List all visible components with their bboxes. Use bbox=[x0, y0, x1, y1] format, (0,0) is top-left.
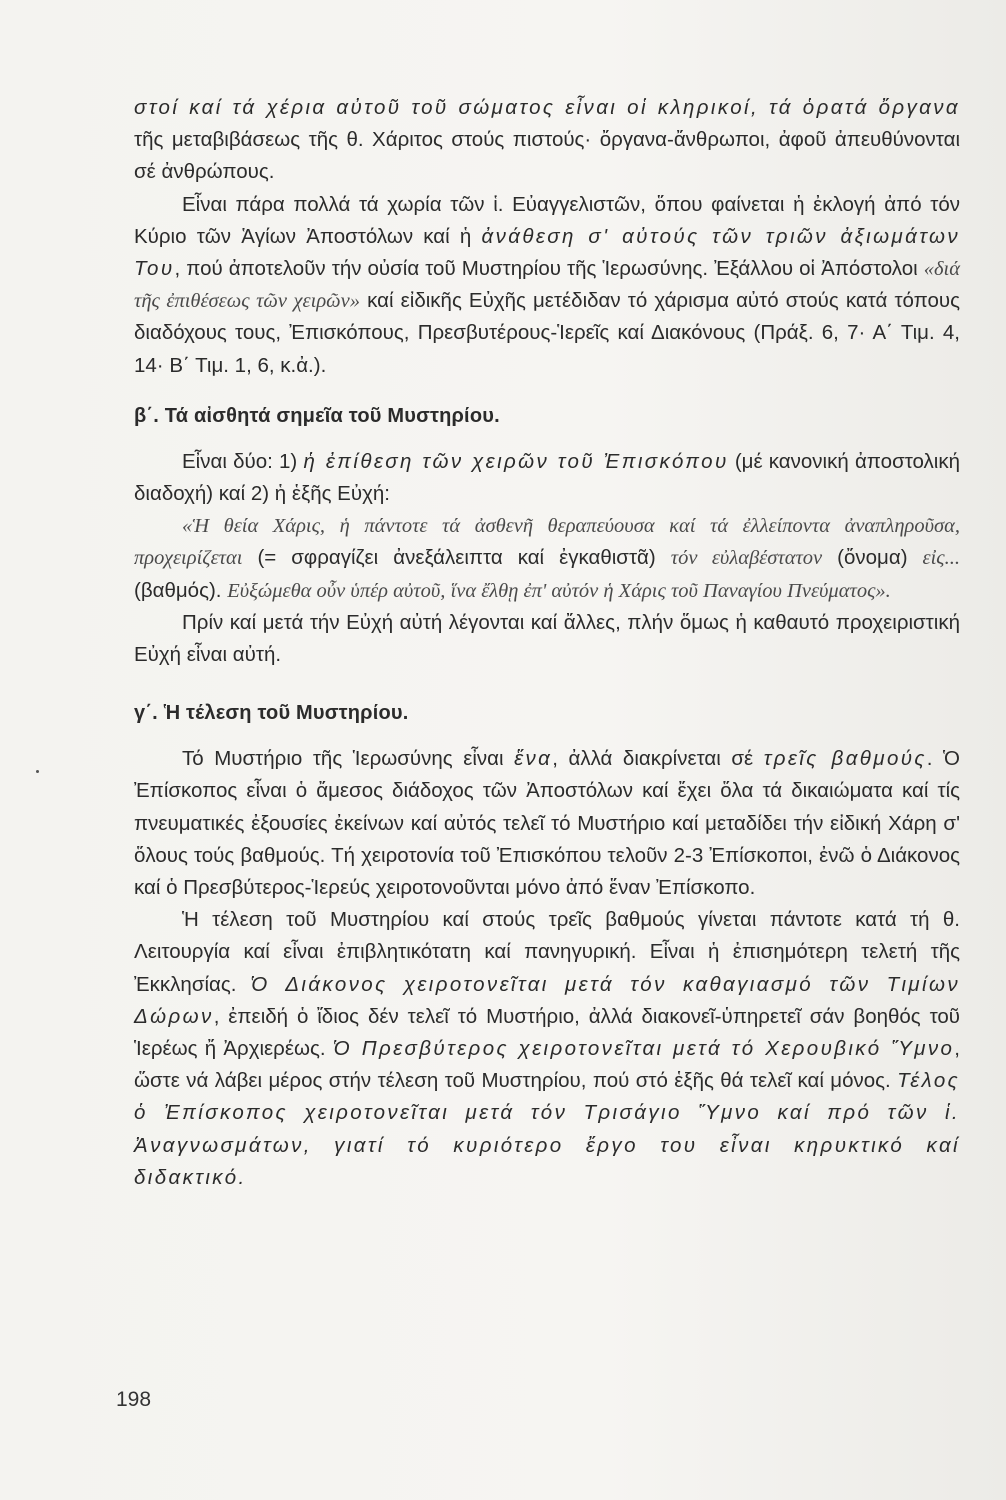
emphasis-text: στοί καί τά χέρια αὐτοῦ τοῦ σώματος εἶναι οἱ κληρικοί, τά ὁρατά ὄργανα bbox=[134, 96, 960, 119]
paragraph-3 bbox=[134, 446, 960, 510]
paragraph-text: Εἶναι δύο: 1) bbox=[182, 449, 304, 473]
paragraph-2 bbox=[134, 189, 960, 382]
paragraph-text: , ἀλλά διακρίνεται σέ bbox=[552, 747, 764, 771]
paragraph-text: Τό Μυστήριο τῆς Ἱερωσύνης εἶναι bbox=[182, 747, 515, 771]
emphasis-text: ἕνα bbox=[514, 747, 553, 771]
paragraph-text: , ὥστε νά λάβει μέρος στήν τέλεση τοῦ Μυστηρίου, πού στό ἑξῆς θά τελεῖ καί μόνος. bbox=[134, 1037, 960, 1093]
section-heading-b: β΄. Τά αἰσθητά σημεῖα τοῦ Μυστηρίου. bbox=[134, 404, 500, 427]
paragraph-text: (= σφραγίζει ἀνεξάλειπτα καί ἐγκαθιστᾶ) bbox=[242, 546, 671, 570]
emphasis-text: ἀνάθεση σ' αὐτούς τῶν τριῶν ἀξιωμάτων Του bbox=[134, 224, 960, 281]
emphasis-text: Ὁ Διάκονος χειροτονεῖται μετά τόν καθαγιασμό τῶν Τιμίων Δώρων bbox=[134, 972, 961, 1028]
page-number: 198 bbox=[116, 1388, 152, 1411]
emphasis-text: ἡ ἐπίθεση τῶν χειρῶν τοῦ Ἐπισκόπου bbox=[303, 449, 729, 473]
quotation-text: Εὐξώμεθα οὖν ὑπέρ αὐτοῦ, ἵνα ἔλθῃ ἐπ' αὐτόν ἡ Χάρις τοῦ Παναγίου Πνεύματος». bbox=[227, 579, 891, 602]
margin-mark bbox=[36, 770, 39, 773]
paragraph-7 bbox=[134, 904, 960, 1194]
paragraph-text: (μέ κανονική ἀποστολική διαδοχή) καί 2) ἡ ἑξῆς Εὐχή: bbox=[134, 449, 960, 506]
paragraph-6 bbox=[134, 743, 960, 904]
paragraph-5: Πρίν καί μετά τήν Εὐχή αὐτή λέγονται καί ἄλλες, πλήν ὅμως ἡ καθαυτό προχειριστική Εὐχή εἶναι αὐτή. bbox=[134, 610, 960, 667]
quotation-text: τόν εὐλαβέστατον bbox=[670, 547, 823, 570]
paragraph-1 bbox=[134, 92, 960, 189]
section-heading-c: γ΄. Ἡ τέλεση τοῦ Μυστηρίου. bbox=[134, 702, 409, 725]
paragraph-text: , ἐπειδή ὁ ἴδιος δέν τελεῖ τό Μυστήριο, ἀλλά διακονεῖ-ὑπηρετεῖ σάν βοηθός τοῦ Ἱερέως ἤ Ἀρχιερέως. bbox=[134, 1004, 960, 1061]
paragraph-text: , πού ἀποτελοῦν τήν οὐσία τοῦ Μυστηρίου τῆς Ἱερωσύνης. Ἐξάλλου οἱ Ἀπόστολοι bbox=[174, 257, 924, 281]
emphasis-text: Τέλος ὁ Ἐπίσκοπος χειροτονεῖται μετά τόν Τρισάγιο Ὕμνο καί πρό τῶν ἱ. Ἀναγνωσμάτων, γιατί τό κυριότερο ἔργο του εἶναι κηρυκτικό καί διδακτικό. bbox=[134, 1069, 960, 1189]
paragraph-text: (βαθμός). bbox=[134, 578, 228, 602]
quotation-text: εἰς... bbox=[922, 547, 960, 570]
quotation-text: «διά τῆς ἐπιθέσεως τῶν χειρῶν» bbox=[134, 258, 960, 313]
paragraph-text: καί εἰδικῆς Εὐχῆς μετέδιδαν τό χάρισμα αὐτό στούς κατά τόπους διαδόχους τους, Ἐπισκόπους, Πρεσβυτέρους-Ἱερεῖς καί Διακόνους (Πράξ. 6, 7· Α΄ Τιμ. 4, 14· Β΄ Τιμ. 1, 6, κ.ἀ.). bbox=[134, 289, 960, 377]
text-column bbox=[134, 92, 960, 1194]
emphasis-text: τρεῖς βαθμούς bbox=[763, 747, 927, 771]
paragraph-text: τῆς μεταβιβάσεως τῆς θ. Χάριτος στούς πιστούς· ὄργανα-ἄνθρωποι, ἀφοῦ ἀπευθύνονται σέ ἀνθρώπους. bbox=[134, 128, 960, 184]
emphasis-text: Ὁ Πρεσβύτερος χειροτονεῖται μετά τό Χερουβικό Ὕμνο bbox=[332, 1037, 955, 1061]
paragraph-text: Εἶναι πάρα πολλά τά χωρία τῶν ἱ. Εὐαγγελιστῶν, ὅπου φαίνεται ἡ ἐκλογή ἀπό τόν Κύριο τῶν Ἁγίων Ἀποστόλων καί ἡ bbox=[134, 192, 960, 248]
paragraph-text: (ὄνομα) bbox=[822, 546, 923, 570]
paragraph-text: . Ὁ Ἐπίσκοπος εἶναι ὁ ἄμεσος διάδοχος τῶν Ἀποστόλων καί ἔχει ὅλα τά δικαιώματα καί τίς πνευματικές ἐξουσίες ἐκείνων καί αὐτός τελεῖ τό Μυστήριο καί μεταδίδει τήν εἰδική Χάρη σ' ὅλους τούς βαθμούς. Τή χειροτονία τοῦ Ἐπισκόπου τελοῦν 2-3 Ἐπίσκοποι, ἐνῶ ὁ Διάκονος καί ὁ Πρεσβύτερος-Ἱερεύς χειροτονοῦνται μόνο ἀπό ἕναν Ἐπίσκοπο. bbox=[134, 747, 960, 900]
paragraph-text: Ἡ τέλεση τοῦ Μυστηρίου καί στούς τρεῖς βαθμούς γίνεται πάντοτε κατά τή θ. Λειτουργία καί εἶναι ἐπιβλητικότατη καί πανηγυρική. Εἶναι ἡ ἐπισημότερη τελετή τῆς Ἐκκλησίας. bbox=[134, 908, 960, 996]
quotation-text: «Ἡ θεία Χάρις, ἡ πάντοτε τά ἀσθενῆ θεραπεύουσα καί τά ἐλλείποντα ἀναπληροῦσα, προχειρίζεται bbox=[134, 515, 960, 570]
prayer-quote bbox=[134, 510, 960, 607]
